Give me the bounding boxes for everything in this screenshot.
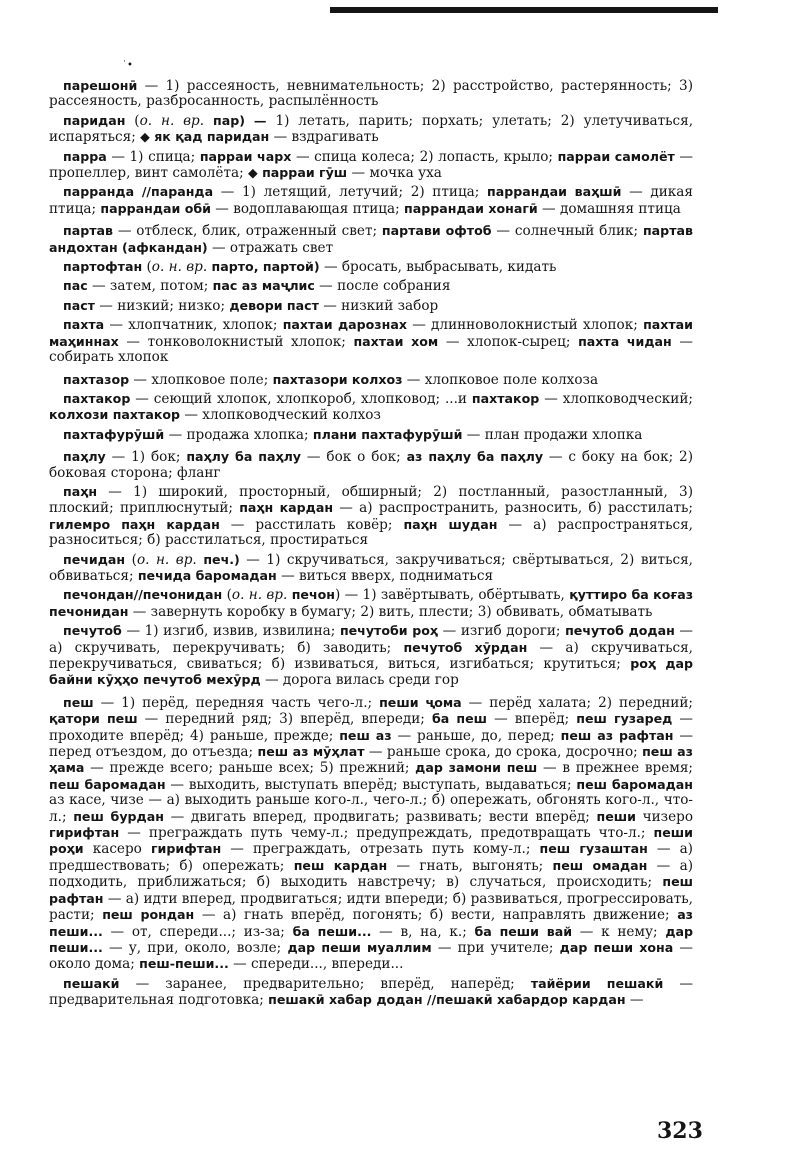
headword-text: пеши ҷома [379,694,462,710]
definition-text: — сеющий хлопок, хлопкороб, хлопковод; ...и [130,390,472,407]
headword-text: гилемро паҳн кардан [49,516,220,532]
definition-text: — а) предшествовать; б) опережать; [49,841,693,874]
headword-text: плани пахтафурӯшӣ [312,426,463,442]
definition-text: — бок о бок; [301,449,407,466]
headword-text: пеш гузаштан [539,841,648,857]
headword-text: пеш кардан [293,857,388,873]
definition-text: — затем, потом; [87,278,213,295]
entry-pesh [49,695,693,973]
headword-text: паррандаи обӣ [100,200,211,216]
headword-text: гирифтан [49,825,120,841]
headword-text: паррандаи хонагӣ [404,200,538,216]
definition-text: — проходите вперёд; 4) раньше, прежде; [49,711,694,744]
page-number: 323 [657,1118,703,1144]
grammar-note: о. н. вр. [136,551,197,568]
headword-text: паҳлу ба паҳлу [186,449,302,465]
headword-text: ба пеши вай [474,923,573,939]
definition-text: — план продажи хлопка [462,426,643,443]
definition-text: — 1) спица; [106,148,200,165]
definition-text: ( [142,259,152,276]
headword-text: партав андохтан (афкандан) [49,223,693,255]
definition-text: — хлопковое поле колхоза [402,371,599,388]
grammar-note: о. н. вр. [231,587,288,604]
headword-text: пешакӣ хабар додан //пешакӣ хабардор кардан [268,992,626,1008]
headword-text: дар пеши... [49,923,693,955]
definition-text: — от, спереди...; из-за; [102,923,293,940]
grammar-note: о. н. вр. [139,112,205,129]
definition-text: — хлопчатник, хлопок; [104,317,283,334]
headword-text: пеш аз мӯҳлат [257,744,365,760]
entry-partav [49,223,693,256]
definition-text: — передний ряд; 3) вперёд, впереди; [137,711,432,728]
definition-text: — водоплавающая птица; [210,200,405,217]
headword-text: партави офтоб [381,223,492,239]
definition-text: — отблеск, блик, отраженный свет; [112,223,382,240]
headword-text: печон [287,587,335,603]
definition-text: — в, на, к.; [371,923,475,940]
definition-text: — раньше, до, перед; [391,727,561,744]
definition-text: — солнечный блик; [491,223,643,240]
definition-text: — прежде всего; раньше всех; 5) прежний; [84,760,416,777]
definition-text: — завернуть коробку в бумагу; 2) вить, плести; 3) обвивать, обматывать [128,603,653,620]
entry-pechondan [49,587,693,620]
entry-pakhtakor [49,391,693,424]
entry-parra [49,149,693,182]
headword-text: девори паст [229,297,319,313]
headword-text: дар замони пеш [415,760,538,776]
definition-text: — домашняя птица [537,200,681,217]
entry-pareshoni [49,78,693,110]
definition-text: — вперёд; [487,711,577,728]
definition-text: аз касе, чизе — а) выходить раньше кого-л., чего-л.; б) опережать, обгонять кого-л., что-л.; [49,792,693,825]
headword-text: пас [63,278,88,294]
definition-text: — а) скручивать, перекручивать; б) заводить; [49,623,694,656]
definition-text: — после собрания [314,278,451,295]
definition-text: — 1) перёд, передняя часть чего-л.; [93,694,380,711]
definition-text: — заранее, предварительно; вперёд, наперёд; [119,975,531,992]
headword-text: печондан//печонидан [63,587,223,603]
headword-text: пеш-пеши... [139,956,229,972]
headword-text: гирифтан [150,841,222,857]
entry-pas [49,278,693,294]
headword-text: печ.) [196,551,240,567]
headword-text: пар) — [204,112,276,128]
headword-text: аз паҳлу ба паҳлу [406,449,544,465]
definition-text: — перед отъездом, до отъезда; [49,727,693,761]
headword-text: партав [63,223,113,239]
headword-text: ◆ як қад паридан [140,129,270,145]
headword-text: парранда //паранда [63,184,214,200]
definition-text: — низкий забор [318,297,439,314]
headword-text: пеш баромадан [49,776,166,792]
headword-text: паррандаи ваҳшӣ [487,184,622,200]
definition-text: — низкий; низко; [94,297,230,314]
headword-text: пеш рондан [102,907,195,923]
grammar-note: о. н. вр. [151,259,208,276]
definition-text: — виться вверх, подниматься [276,567,494,584]
definition-text: — тонковолокнистый хлопок; [118,333,354,350]
definition-text: — хлопковое поле; [129,371,273,388]
headword-text: ба пеш [431,711,487,727]
headword-text: паҳн кардан [239,500,334,516]
dictionary-column [49,78,693,1012]
headword-text: пеш аз рафтан [560,727,674,743]
definition-text: ( [125,112,140,129]
definition-text: — к нему; [572,923,666,940]
definition-text: — предварительная подготовка; [49,975,693,1009]
definition-text: 1) летать, парить; порхать; улетать; 2) улетучиваться, испаряться; [49,112,694,146]
headword-text: пеш рафтан [49,874,693,906]
definition-text: — выходить, выступать вперёд; выступать, выдаваться; [165,776,577,793]
headword-text: қатори пеш [49,711,138,727]
headword-text: пахтазори колхоз [272,371,403,387]
headword-text: печидан [63,551,126,567]
definition-text: — а) подходить, приближаться; б) выходить навстречу; в) случаться, происходить; [49,857,694,891]
headword-text: паҳлу [63,449,106,465]
definition-text: — 1) широкий, просторный, обширный; 2) постланный, разостланный, 3) плоский; приплюснутый; [49,483,693,517]
definition-text: — с боку на бок; 2) боковая сторона; фланг [49,449,694,481]
definition-text: — 1) скручиваться, закручиваться; свёртываться, 2) виться, обвиваться; [49,551,693,584]
headword-text: печутоб [63,623,122,639]
headword-text: пахта чидан [578,333,672,349]
definition-text: — пропеллер, винт самолёта; [49,148,693,182]
definition-text: — спица колеса; 2) лопасть, крыло; [291,148,558,165]
definition-text: ( [222,587,232,604]
definition-text: — 1) изгиб, извив, извилина; [121,623,340,640]
definition-text: ) — 1) завёртывать, обёртывать, [334,587,570,604]
headword-text: ◆ парраи гӯш [248,165,348,181]
definition-text: — а) распространить, разносить, б) расстилать; [333,500,694,517]
headword-text: дар пеши муаллим [287,939,432,955]
headword-text: пеш бурдан [73,808,164,824]
headword-text: партофтан [63,259,143,275]
definition-text: — раньше срока, до срока, досрочно; [364,744,643,761]
definition-text: — у, при, около, возле; [102,939,288,956]
definition-text: — а) скручиваться, перекручиваться, свиваться; б) извиваться, виться, изгибаться; крутиться; [49,639,694,672]
definition-text: — длинноволокнистый хлопок; [406,317,644,334]
headword-text: дар пеши хона [559,939,674,955]
headword-text: ба пеши... [292,923,372,939]
headword-text: пахтаи хом [353,333,439,349]
entry-peshaki [49,976,693,1009]
headword-text: аз пеши... [49,907,694,939]
definition-text: — мочка уха [347,165,442,182]
headword-text: тайёрии пешакӣ [530,975,664,991]
entry-paridan [49,113,693,146]
print-mark: ˙• [122,60,133,71]
definition-text: — около дома; [49,939,694,973]
definition-text: — собирать хлопок [49,333,693,366]
definition-text: касеро [83,841,151,858]
headword-text: пеш омадан [552,857,648,873]
headword-text: пахта [63,317,105,333]
definition-text: — 1) летящий, летучий; 2) птица; [213,184,488,201]
definition-text: — а) идти вперед, продвигаться; идти впереди; б) развиваться, прогрессировать, расти; [49,890,694,924]
definition-text: — в прежнее время; [537,760,693,777]
definition-text: — гнать, выгонять; [387,857,553,874]
entry-pahlu [49,449,693,481]
headword-text: пеш аз ҳама [49,744,694,776]
headword-text: қуттиро ба коғаз печонидан [49,587,694,619]
definition-text: — спереди..., впереди... [228,956,404,973]
definition-text: — перёд халата; 2) передний; [461,694,693,711]
headword-text: пеши [596,808,636,824]
headword-text: печутоб додан [565,623,675,639]
entry-past [49,298,693,314]
definition-text: — а) гнать вперёд, погонять; б) вести, направлять движение; [194,907,678,924]
headword-text: пеш [63,694,94,710]
definition-text: — хлопководческий; [539,390,693,407]
headword-text: парто, партой) [207,259,320,275]
headword-text: парешонӣ [63,78,138,93]
entry-parranda [49,184,693,217]
entry-pechutob [49,623,693,689]
headword-text: печутоб хӯрдан [403,639,528,655]
headword-text: пеш баромадан [576,776,693,792]
headword-text: роҳ дар байни кӯҳҳо печутоб мехӯрд [49,656,694,688]
definition-text: — бросать, выбрасывать, кидать [319,259,557,276]
headword-text: парраи самолёт [557,148,675,164]
entry-pechidan [49,552,693,585]
top-rule [330,7,718,13]
definition-text: — а) распространяться, разноситься; б) расстилаться, простираться [49,516,693,549]
headword-text: парра [63,148,107,164]
entry-pakhtafurushi [49,427,693,443]
definition-text: — изгиб дороги; [438,623,566,640]
definition-text: — хлопок-сырец; [438,333,579,350]
definition-text: — отражать свет [207,239,334,256]
definition-text: — вздрагивать [269,129,379,146]
definition-text: — дорога вилась среди гор [260,672,459,689]
headword-text: паҳн [63,483,98,499]
definition-text: — при учителе; [431,939,560,956]
definition-text: — хлопководческий колхоз [180,407,381,424]
headword-text: пеш гузаред [576,711,673,727]
headword-text: парраи чарх [199,148,292,164]
headword-text: пахтазор [63,371,130,387]
entry-pakhta [49,317,693,365]
headword-text: печутоби роҳ [339,623,439,639]
definition-text: — расстилать ковёр; [219,516,404,533]
headword-text: паҳн шудан [403,516,498,532]
definition-text: — преграждать путь чему-л.; предупреждать, предотвращать что-л.; [119,825,654,842]
headword-text: паридан [63,112,126,128]
headword-text: пахтакор [471,390,540,406]
headword-text: пеш аз [339,727,392,743]
headword-text: паст [63,297,95,313]
entry-pakhtazor [49,372,693,388]
headword-text: пахтаи маҳиннах [49,317,694,349]
definition-text: — продажа хлопка; [164,426,313,443]
headword-text: пахтакор [63,390,131,406]
entry-partoftan [49,259,693,275]
headword-text: колхози пахтакор [49,407,181,423]
definition-text: — двигать вперед, продвигать; развивать; вести вперёд; [163,808,597,825]
headword-text: пахтафурӯшӣ [63,426,165,442]
entry-pahn [49,484,693,549]
headword-text: пеши роҳи [49,825,693,857]
headword-text: пахтаи дарознах [282,317,407,333]
headword-text: печида баромадан [137,567,277,583]
definition-text: чизеро [635,808,694,825]
definition-text: — [625,992,644,1009]
headword-text: пешакӣ [63,975,120,991]
headword-text: пас аз маҷлис [212,278,315,294]
definition-text: — преграждать, отрезать путь кому-л.; [221,841,540,858]
definition-text: — 1) рассеяность, невнимательность; 2) расстройство, растерянность; 3) рассеяность, разбросанность, распылённость [49,78,693,110]
definition-text: — 1) бок; [105,449,187,466]
definition-text: ( [125,551,137,568]
definition-text: — дикая птица; [49,184,693,217]
